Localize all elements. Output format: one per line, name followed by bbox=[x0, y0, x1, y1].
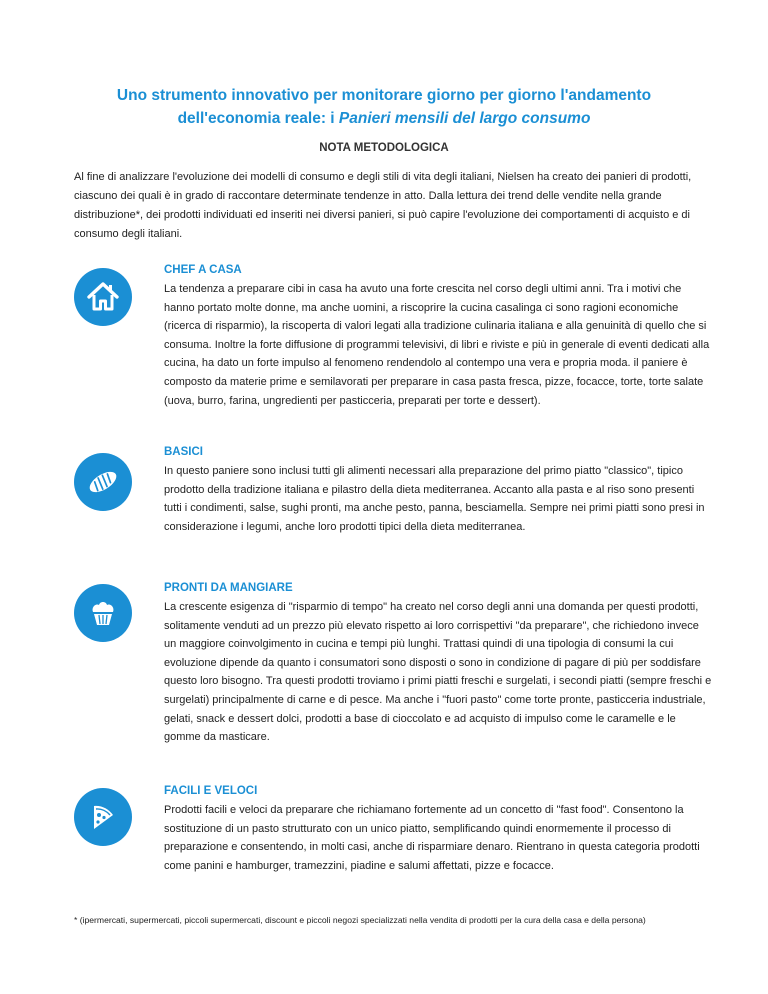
title-line-1: Uno strumento innovativo per monitorare giorno per giorno l'andamento bbox=[116, 87, 652, 104]
title-line-2 bbox=[60, 107, 708, 130]
pizza-slice-icon bbox=[74, 788, 132, 846]
section-heading: BASICI bbox=[164, 446, 203, 458]
cupcake-icon bbox=[74, 584, 132, 642]
section-content bbox=[164, 264, 712, 410]
section-content bbox=[164, 785, 712, 875]
intro-paragraph: Al fine di analizzare l'evoluzione dei modelli di consumo e degli stili di vita degli italiani, Nielsen ha creato dei panieri di prodotti, ciascuno dei quali è in grado di raccontare determinate tendenze in atto. Dalla lettura dei trend delle vendite nella grande distribuzione*, dei prodotti individuati ed inseriti nei diversi panieri, si può capire l'evoluzione dei comportamenti di acquisto e di consumo degli italiani. bbox=[74, 171, 692, 240]
section-body: La crescente esigenza di "risparmio di tempo" ha creato nel corso degli anni una domanda per questi prodotti, solitamente venduti ad un prezzo più elevato rispetto ai loro corrispettivi "da preparare", che richiedono invece un maggiore coinvolgimento in cucina e tempi più lunghi. Trattasi quindi di una tipologia di consumi la cui evoluzione dipende da quanto i consumatori sono disposti o sono in condizione di pagare di più per soddisfare questo loro bisogno. Tra questi prodotti troviamo i primi piatti freschi e surgelati, i secondi piatti (sempre freschi e surgelati) principalmente di carne e di pesce. Ma anche i "fuori pasto" come torte pronte, pasticceria industriale, gelati, snack e dessert dolci, prodotti a base di cioccolato e ad acquisto di impulso come le caramelle e le gomme da masticare. bbox=[164, 601, 712, 744]
title-line-2-prefix: dell'economia reale: i bbox=[177, 110, 339, 127]
section-body: In questo paniere sono inclusi tutti gli alimenti necessari alla preparazione del primo piatto "classico", tipico prodotto della tradizione italiana e pilastro della dieta mediterranea. Accanto alla pasta e al riso sono presenti tutti i condimenti, salse, sughi pronti, ma anche pesto, panna, besciamella. Sempre nei primi piatti sono presi in considerazione i legumi, anche loro prodotti tipici della dieta mediterranea. bbox=[164, 465, 705, 533]
section-heading: FACILI E VELOCI bbox=[164, 785, 258, 797]
section-content bbox=[164, 582, 712, 747]
section-content bbox=[164, 446, 712, 536]
section-body: Prodotti facili e veloci da preparare che richiamano fortemente ad un concetto di "fast food". Consentono la sostituzione di un pasto strutturato con un unico piatto, semplificando quindi enormemente il processo di preparazione e consentendo, in molti casi, anche di risparmiare denaro. Rientrano in questa categoria prodotti come panini e hamburger, tramezzini, piadine e salumi affettati, pizze e focacce. bbox=[164, 804, 700, 872]
house-icon bbox=[74, 268, 132, 326]
page-title bbox=[60, 84, 708, 130]
footnote: * (ipermercati, supermercati, piccoli supermercati, discount e piccoli negozi specializzati nella vendita di prodotti per la cura della casa e della persona) bbox=[74, 915, 646, 925]
section-heading: CHEF A CASA bbox=[164, 264, 242, 276]
section-heading: PRONTI DA MANGIARE bbox=[164, 582, 293, 594]
title-line-2-italic: Panieri mensili del largo consumo bbox=[338, 110, 591, 127]
bread-icon bbox=[74, 453, 132, 511]
page-subtitle: NOTA METODOLOGICA bbox=[319, 142, 449, 154]
section-body: La tendenza a preparare cibi in casa ha avuto una forte crescita nel corso degli ultimi anni. Tra i motivi che hanno portato molte donne, ma anche uomini, a riscoprire la cucina casalinga ci sono ragioni economiche (ricerca di risparmio), la riscoperta di valori legati alla tradizione culinaria italiana e alla genuinità di quello che si consuma. Inoltre la forte diffusione di programmi televisivi, di libri e riviste e più in generale di eventi dedicati alla cucina, ha dato un forte impulso al fenomeno rendendolo al contempo una vera e propria moda. il paniere è composto da materie prime e semilavorati per preparare in casa pasta fresca, pizze, focacce, torte, torte salate (uova, burro, farina, ungredienti per pasticceria, preparati per torte e dessert). bbox=[164, 283, 710, 407]
